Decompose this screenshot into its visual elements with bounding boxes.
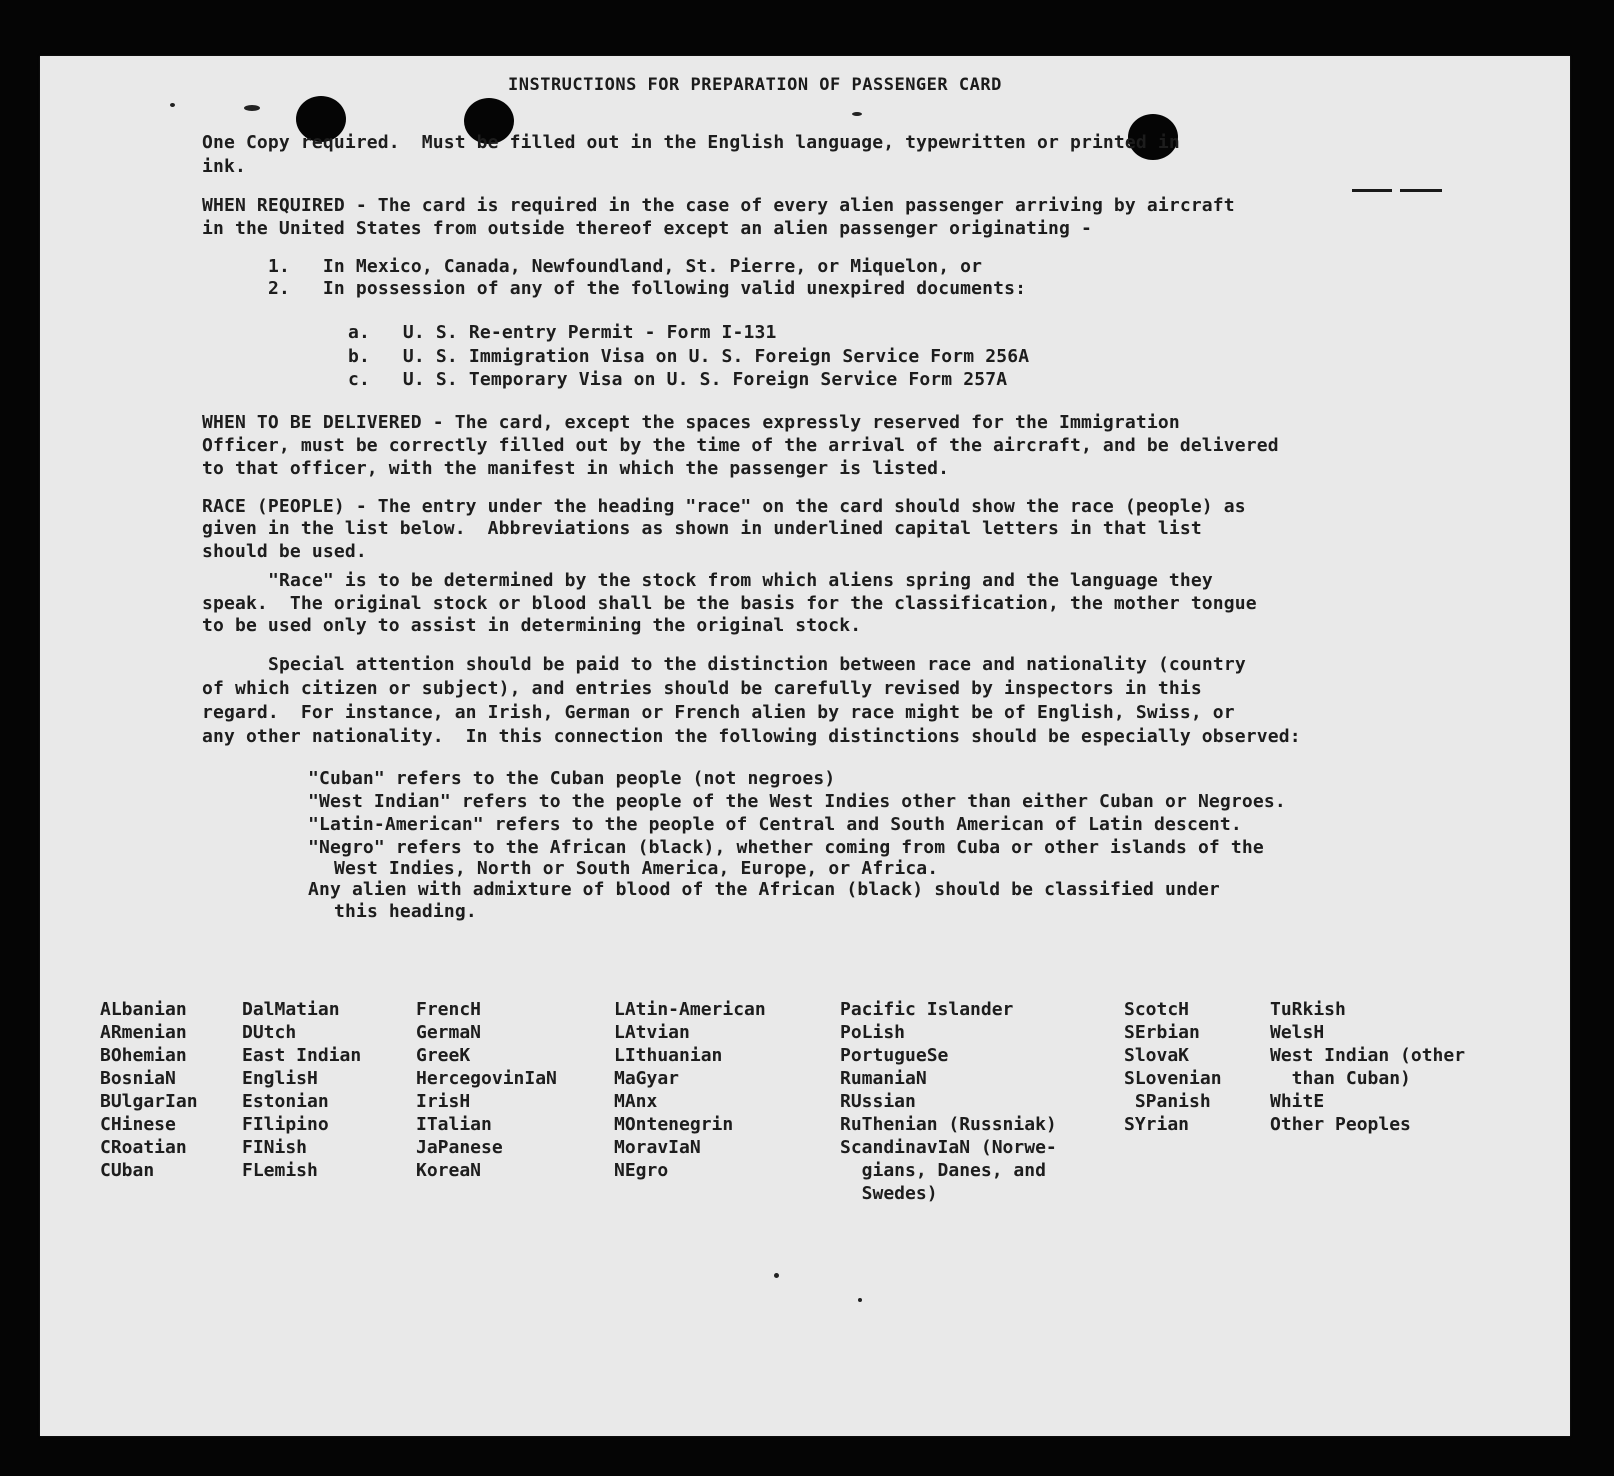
race-entry: SLovenian: [1124, 1068, 1222, 1089]
race-entry: KoreaN: [416, 1160, 482, 1181]
race-entry: FINish: [242, 1137, 308, 1158]
race-entry: LAtin-American: [614, 999, 766, 1020]
race-entry: SYrian: [1124, 1114, 1190, 1135]
race-entry: RUssian: [840, 1091, 916, 1112]
race-entry: JaPanese: [416, 1137, 503, 1158]
text-line: of which citizen or subject), and entries should be carefully revised by inspectors in this: [202, 678, 1202, 699]
text-line: given in the list below. Abbreviations as shown in underlined capital letters in that list: [202, 518, 1202, 539]
race-column: [614, 998, 766, 1182]
race-entry: HercegovinIaN: [416, 1068, 557, 1089]
text-line: ink.: [202, 156, 246, 177]
race-entry: MoravIaN: [614, 1137, 701, 1158]
text-line: Any alien with admixture of blood of the African (black) should be classified under: [308, 879, 1220, 900]
text-line: One Copy required. Must be filled out in the English language, typewritten or printed in: [202, 132, 1180, 153]
race-column: [100, 998, 198, 1182]
race-column: [242, 998, 361, 1182]
race-column: [416, 998, 557, 1182]
text-line: should be used.: [202, 541, 367, 562]
ink-mark: [1352, 189, 1392, 192]
race-entry: MAnx: [614, 1091, 658, 1112]
race-entry: SErbian: [1124, 1022, 1200, 1043]
text-line: b. U. S. Immigration Visa on U. S. Foreign Service Form 256A: [348, 346, 1030, 367]
ink-speck: [170, 103, 175, 107]
race-entry: East Indian: [242, 1045, 362, 1066]
text-line: "West Indian" refers to the people of the West Indies other than either Cuban or Negroes.: [308, 791, 1286, 812]
race-entry: TuRkish: [1270, 999, 1346, 1020]
race-entry: DalMatian: [242, 999, 340, 1020]
race-entry: MaGyar: [614, 1068, 680, 1089]
text-line: "Negro" refers to the African (black), whether coming from Cuba or other islands of the: [308, 837, 1264, 858]
race-entry: SlovaK: [1124, 1045, 1190, 1066]
race-entry: BOhemian: [100, 1045, 187, 1066]
race-entry: ARmenian: [100, 1022, 187, 1043]
race-entry: SPanish: [1124, 1091, 1211, 1112]
race-entry: West Indian (other: [1270, 1045, 1466, 1066]
text-line: RACE (PEOPLE) - The entry under the heading "race" on the card should show the race (people) as: [202, 496, 1246, 517]
race-entry: WhitE: [1270, 1091, 1325, 1112]
race-entry: WelsH: [1270, 1022, 1325, 1043]
text-line: WHEN TO BE DELIVERED - The card, except the spaces expressly reserved for the Immigration: [202, 412, 1180, 433]
race-entry: Pacific Islander: [840, 999, 1014, 1020]
race-entry: FrencH: [416, 999, 482, 1020]
text-line: "Race" is to be determined by the stock from which aliens spring and the language they: [268, 570, 1213, 591]
race-entry: ALbanian: [100, 999, 187, 1020]
text-line: WHEN REQUIRED - The card is required in the case of every alien passenger arriving by aircraft: [202, 195, 1235, 216]
race-entry: IrisH: [416, 1091, 471, 1112]
race-entry: than Cuban): [1270, 1068, 1411, 1089]
text-line: regard. For instance, an Irish, German or French alien by race might be of English, Swiss, or: [202, 702, 1235, 723]
race-entry: PoLish: [840, 1022, 906, 1043]
race-entry: GermaN: [416, 1022, 482, 1043]
race-entry: MOntenegrin: [614, 1114, 734, 1135]
race-entry: FLemish: [242, 1160, 318, 1181]
text-line: West Indies, North or South America, Europe, or Africa.: [334, 858, 939, 879]
text-line: to that officer, with the manifest in which the passenger is listed.: [202, 458, 950, 479]
race-entry: ScotcH: [1124, 999, 1190, 1020]
race-entry: BUlgarIan: [100, 1091, 198, 1112]
race-entry: GreeK: [416, 1045, 471, 1066]
ink-speck: [858, 1298, 862, 1302]
text-line: any other nationality. In this connection the following distinctions should be especially observed:: [202, 726, 1301, 747]
race-entry: FIlipino: [242, 1114, 329, 1135]
race-column: [1124, 998, 1222, 1136]
text-line: 1. In Mexico, Canada, Newfoundland, St. Pierre, or Miquelon, or: [268, 256, 983, 277]
race-entry: RumaniaN: [840, 1068, 927, 1089]
race-entry: DUtch: [242, 1022, 297, 1043]
race-entry: EnglisH: [242, 1068, 318, 1089]
text-line: 2. In possession of any of the following valid unexpired documents:: [268, 278, 1027, 299]
race-entry: LIthuanian: [614, 1045, 723, 1066]
document-heading: INSTRUCTIONS FOR PREPARATION OF PASSENGER CARD: [508, 75, 1002, 95]
race-entry: NEgro: [614, 1160, 669, 1181]
text-line: in the United States from outside thereof except an alien passenger originating -: [202, 218, 1092, 239]
text-line: speak. The original stock or blood shall be the basis for the classification, the mother tongue: [202, 593, 1257, 614]
race-entry: CHinese: [100, 1114, 176, 1135]
race-entry: LAtvian: [614, 1022, 690, 1043]
ink-speck: [774, 1273, 779, 1278]
text-line: a. U. S. Re-entry Permit - Form I-131: [348, 322, 777, 343]
text-line: this heading.: [334, 901, 477, 922]
text-line: Special attention should be paid to the distinction between race and nationality (country: [268, 654, 1246, 675]
race-entry: ScandinavIaN (Norwe-: [840, 1137, 1057, 1158]
ink-speck: [244, 105, 260, 111]
document-page: [40, 56, 1570, 1436]
race-entry: RuThenian (Russniak): [840, 1114, 1057, 1135]
text-line: "Latin-American" refers to the people of Central and South American of Latin descent.: [308, 814, 1242, 835]
ink-mark: [1400, 189, 1442, 192]
text-line: "Cuban" refers to the Cuban people (not negroes): [308, 768, 836, 789]
race-column: [840, 998, 1057, 1205]
text-line: to be used only to assist in determining the original stock.: [202, 615, 862, 636]
text-line: Officer, must be correctly filled out by the time of the arrival of the aircraft, and be delivered: [202, 435, 1279, 456]
race-entry: Other Peoples: [1270, 1114, 1411, 1135]
text-line: c. U. S. Temporary Visa on U. S. Foreign Service Form 257A: [348, 369, 1008, 390]
race-entry: CRoatian: [100, 1137, 187, 1158]
race-entry: gians, Danes, and: [840, 1160, 1046, 1181]
race-entry: ITalian: [416, 1114, 492, 1135]
race-column: [1270, 998, 1465, 1136]
ink-speck: [852, 112, 862, 116]
race-entry: PortugueSe: [840, 1045, 949, 1066]
race-entry: BosniaN: [100, 1068, 176, 1089]
race-entry: CUban: [100, 1160, 155, 1181]
race-entry: Swedes): [840, 1183, 938, 1204]
race-entry: Estonian: [242, 1091, 329, 1112]
